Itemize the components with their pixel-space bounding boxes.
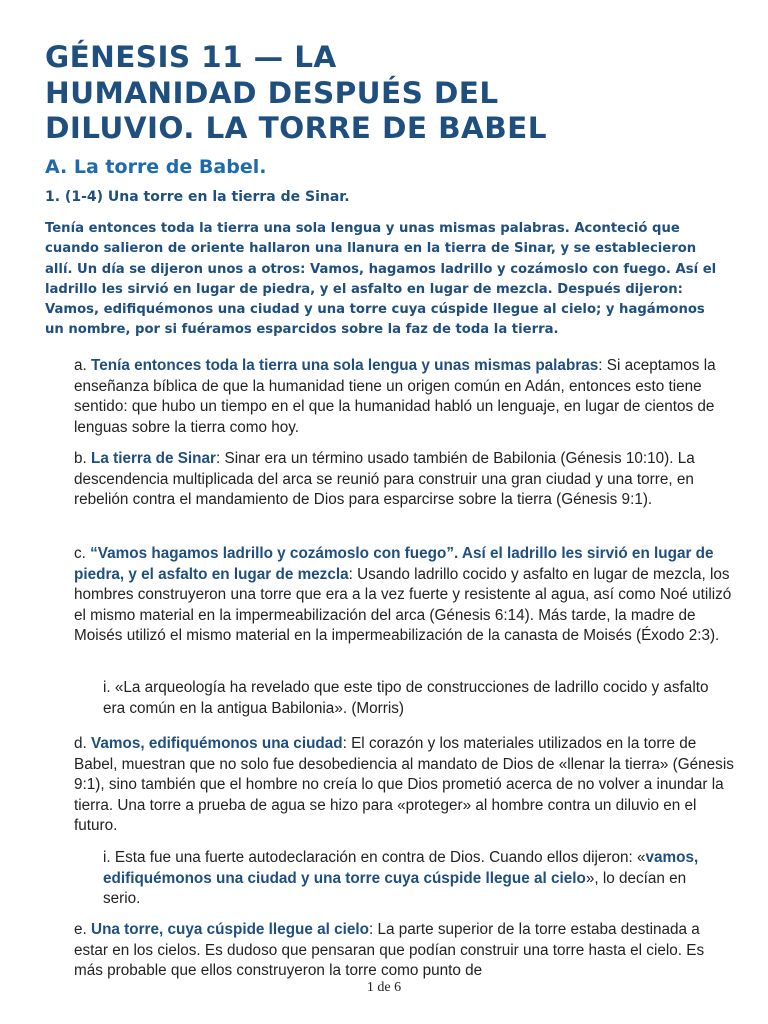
item-quote: Tenía entonces toda la tierra una sola lengua y unas mismas palabras	[91, 357, 599, 374]
item-quote: vamos, edifiquémonos una ciudad y una torre cuya cúspide llegue al cielo	[103, 849, 699, 887]
item-quote: Vamos, edifiquémonos una ciudad	[91, 735, 343, 752]
title-line-1: GÉNESIS 11 — LA	[45, 40, 337, 74]
item-text: : Sinar era un término usado también de Babilonia (Génesis 10:10). La descendencia multiplicada del arca se reunió para construir una gran ciudad y una torre, en rebelión contra el mandamiento de Dios para esparcirse sobre la tierra (Génesis 9:1).	[74, 450, 695, 508]
item-quote: Una torre, cuya cúspide llegue al cielo	[91, 921, 370, 938]
item-text: : Si aceptamos la enseñanza bíblica de que la humanidad tiene un origen común en Adán, entonces esto tiene sentido: que hubo un tiempo en el que la humanidad habló un lenguaje, en lugar de cientos de lenguas sobre la tierra como hoy.	[74, 357, 716, 436]
subsection-heading: 1. (1-4) Una torre en la tierra de Sinar.	[45, 189, 350, 205]
item-marker: b.	[74, 450, 92, 467]
item-marker: i.	[103, 849, 115, 866]
item-marker: d.	[74, 735, 92, 752]
commentary-item-b	[74, 449, 734, 511]
item-marker: a.	[74, 357, 92, 374]
page-number: 1 de 6	[366, 980, 402, 995]
commentary-item-a	[74, 356, 734, 438]
item-text-before: Esta fue una fuerte autodeclaración en contra de Dios. Cuando ellos dijeron: «	[114, 849, 646, 866]
title-line-2: HUMANIDAD DESPUÉS DEL	[45, 75, 499, 110]
item-text: : El corazón y los materiales utilizados en la torre de Babel, muestran que no solo fue desobediencia al mandato de Dios de «llenar la tierra» (Génesis 9:1), sino también que el hombre no creía lo que Dios prometió acerca de no volver a inundar la tierra. Una torre a prueba de agua se hizo para «proteger» al hombre contra un diluvio en el futuro.	[74, 735, 734, 834]
item-text-after: », lo decían en serio.	[103, 869, 687, 907]
section-heading: A. La torre de Babel.	[45, 156, 267, 178]
item-marker: i.	[103, 679, 115, 696]
item-quote: “Vamos hagamos ladrillo y cozámoslo con fuego”. Así el ladrillo les sirvió en lugar de piedra, y el asfalto en lugar de mezcla	[74, 545, 714, 583]
scripture-passage: Tenía entonces toda la tierra una sola lengua y unas mismas palabras. Aconteció que cuando salieron de oriente hallaron una llanura en la tierra de Sinar, y se establecieron allí. Un día se dijeron unos a otros: Vamos, hagamos ladrillo y cozámoslo con fuego. Así el ladrillo les sirvió en lugar de piedra, y el asfalto en lugar de mezcla. Después dijeron: Vamos, edifiquémonos una ciudad y una torre cuya cúspide llegue al cielo; y hagámonos un nombre, por si fuéramos esparcidos sobre la faz de toda la tierra.	[45, 221, 717, 338]
commentary-item-c	[74, 544, 734, 647]
item-text: : Usando ladrillo cocido y asfalto en lugar de mezcla, los hombres construyeron una torre que era a la vez fuerte y resistente al agua, así como Noé utilizó el mismo material en la impermeabilización del arca (Génesis 6:14). Más tarde, la madre de Moisés utilizó el mismo material en la impermeabilización de la canasta de Moisés (Éxodo 2:3).	[74, 565, 732, 644]
page-title	[45, 40, 735, 147]
commentary-item-d	[74, 734, 734, 837]
item-marker: e.	[74, 921, 92, 938]
title-line-3: DILUVIO. LA TORRE DE BABEL	[45, 111, 547, 145]
commentary-subitem-c-i	[103, 678, 713, 719]
commentary-subitem-d-i	[103, 848, 713, 910]
commentary-item-e	[74, 920, 734, 982]
item-quote: La tierra de Sinar	[91, 450, 216, 467]
item-text: : La parte superior de la torre estaba destinada a estar en los cielos. Es dudoso que pensaran que podían construir una torre hasta el cielo. Es más probable que ellos construyeron la torre como punto de	[74, 921, 705, 979]
item-marker: c.	[74, 545, 91, 562]
item-text: «La arqueología ha revelado que este tipo de construcciones de ladrillo cocido y asfalto era común en la antigua Babilonia». (Morris)	[103, 679, 709, 717]
